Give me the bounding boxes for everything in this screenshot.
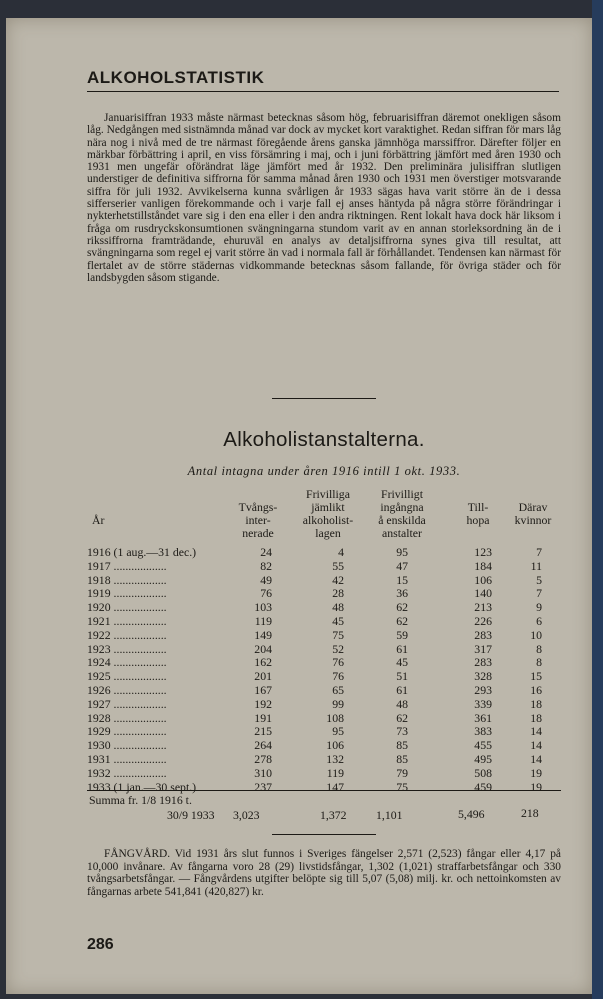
- row-year: 1927 ..................: [87, 696, 167, 711]
- row-total: 317: [474, 641, 492, 656]
- row-vol: 75: [332, 627, 344, 642]
- row-forced: 204: [254, 641, 272, 656]
- summary-voluntary: 1,372: [320, 808, 347, 822]
- row-women: 10: [530, 627, 542, 642]
- summary-forced: 3,023: [233, 808, 260, 822]
- row-women: 8: [536, 655, 542, 670]
- row-forced: 310: [254, 765, 272, 780]
- fangvard-text: FÅNGVÅRD. Vid 1931 års slut funnos i Sveriges fängelser 2,571 (2,523) fångar eller 4,17 på 10,000 invånare. Av fångarna voro 28 (29) livstidsfångar, 1,302 (1,021) straffarbetsfångar och 330 tvångsarbetsfångar. — Fångvårdens utgifter belöpte sig till 5,07 (5,08) milj. kr. och nettoinkomsten av fångarnas arbete 541,841 (420,827) kr.: [87, 848, 561, 898]
- row-priv: 51: [396, 669, 408, 684]
- row-forced: 237: [254, 779, 272, 794]
- col-header-private: Frivilligt ingångna å enskilda anstalter: [378, 487, 426, 540]
- row-year: 1921 ..................: [87, 613, 167, 628]
- row-total: 213: [474, 600, 492, 615]
- row-women: 6: [536, 613, 542, 628]
- row-forced: 162: [254, 655, 272, 670]
- row-year: 1924 ..................: [87, 655, 167, 670]
- row-forced: 103: [254, 600, 272, 615]
- table-row: [87, 711, 561, 725]
- row-total: 495: [474, 751, 492, 766]
- row-vol: 65: [332, 682, 344, 697]
- col-header-voluntary: Frivilliga jämlikt alkoholist- lagen: [302, 487, 354, 540]
- table-row: [87, 628, 561, 642]
- row-total: 459: [474, 779, 492, 794]
- table-row: [87, 766, 561, 780]
- row-priv: 15: [396, 572, 408, 587]
- row-women: 5: [536, 572, 542, 587]
- row-vol: 76: [332, 669, 344, 684]
- row-priv: 85: [396, 751, 408, 766]
- row-forced: 24: [260, 545, 272, 559]
- table-title: Alkoholistanstalterna.: [223, 428, 425, 451]
- row-priv: 79: [396, 765, 408, 780]
- row-priv: 59: [396, 627, 408, 642]
- row-forced: 264: [254, 738, 272, 753]
- row-year: 1918 ..................: [87, 572, 167, 587]
- row-total: 184: [474, 558, 492, 573]
- table-row: [87, 614, 561, 628]
- summary-total: 5,496: [458, 807, 485, 821]
- row-year: 1923 ..................: [87, 641, 167, 656]
- row-forced: 149: [254, 627, 272, 642]
- row-vol: 45: [332, 613, 344, 628]
- table-row: [87, 545, 561, 559]
- page-number: 286: [87, 936, 114, 953]
- row-year: 1922 ..................: [87, 627, 167, 642]
- row-year: 1919 ..................: [87, 586, 167, 601]
- row-total: 226: [474, 613, 492, 628]
- row-women: 14: [530, 751, 542, 766]
- summary-private: 1,101: [376, 808, 403, 822]
- table-row: [87, 697, 561, 711]
- section-header: ALKOHOLSTATISTIK: [87, 68, 559, 92]
- row-forced: 49: [260, 572, 272, 587]
- row-forced: 191: [254, 710, 272, 725]
- row-vol: 76: [332, 655, 344, 670]
- row-year: 1916 (1 aug.—31 dec.): [87, 545, 197, 559]
- row-year: 1932 ..................: [87, 765, 167, 780]
- row-women: 11: [530, 558, 542, 573]
- data-table: [87, 545, 561, 793]
- row-women: 8: [536, 641, 542, 656]
- row-year: 1925 ..................: [87, 669, 167, 684]
- row-year: 1920 ..................: [87, 600, 167, 615]
- table-row: [87, 642, 561, 656]
- table-row: [87, 738, 561, 752]
- row-total: 293: [474, 682, 492, 697]
- summary-rule: [87, 790, 561, 791]
- row-year: 1931 ..................: [87, 751, 167, 766]
- row-women: 16: [530, 682, 542, 697]
- row-forced: 278: [254, 751, 272, 766]
- row-vol: 4: [338, 545, 344, 559]
- row-priv: 36: [396, 586, 408, 601]
- row-women: 14: [530, 724, 542, 739]
- row-priv: 48: [396, 696, 408, 711]
- row-total: 328: [474, 669, 492, 684]
- row-total: 508: [474, 765, 492, 780]
- row-forced: 215: [254, 724, 272, 739]
- row-total: 283: [474, 627, 492, 642]
- row-vol: 99: [332, 696, 344, 711]
- row-priv: 95: [396, 545, 408, 559]
- row-forced: 82: [260, 558, 272, 573]
- row-women: 19: [530, 765, 542, 780]
- fangvard-paragraph: [87, 848, 561, 898]
- row-year: 1933 (1 jan.—30 sept.): [87, 779, 197, 794]
- row-priv: 75: [396, 779, 408, 794]
- row-women: 7: [536, 586, 542, 601]
- row-vol: 147: [326, 779, 344, 794]
- col-header-women: Därav kvinnor: [514, 500, 552, 527]
- row-priv: 61: [396, 641, 408, 656]
- row-forced: 201: [254, 669, 272, 684]
- row-priv: 61: [396, 682, 408, 697]
- row-vol: 119: [326, 765, 344, 780]
- table-row: [87, 724, 561, 738]
- row-total: 455: [474, 738, 492, 753]
- table-row: [87, 752, 561, 766]
- row-total: 106: [474, 572, 492, 587]
- row-year: 1917 ..................: [87, 558, 167, 573]
- divider-bottom: [272, 834, 376, 835]
- row-women: 18: [530, 696, 542, 711]
- row-priv: 45: [396, 655, 408, 670]
- row-priv: 47: [396, 558, 408, 573]
- row-vol: 108: [326, 710, 344, 725]
- row-women: 19: [530, 779, 542, 794]
- row-forced: 192: [254, 696, 272, 711]
- row-vol: 42: [332, 572, 344, 587]
- summary-label-1: Summa fr. 1/8 1916 t.: [89, 793, 192, 807]
- row-total: 361: [474, 710, 492, 725]
- row-vol: 95: [332, 724, 344, 739]
- row-priv: 73: [396, 724, 408, 739]
- table-row: [87, 780, 561, 794]
- row-women: 15: [530, 669, 542, 684]
- row-vol: 106: [326, 738, 344, 753]
- row-women: 7: [536, 545, 542, 559]
- row-forced: 119: [254, 613, 272, 628]
- col-header-total: Till- hopa: [466, 500, 490, 527]
- summary-label-2: 30/9 1933: [167, 808, 215, 822]
- row-vol: 52: [332, 641, 344, 656]
- row-total: 123: [474, 545, 492, 559]
- row-women: 9: [536, 600, 542, 615]
- row-forced: 167: [254, 682, 272, 697]
- row-total: 383: [474, 724, 492, 739]
- row-women: 14: [530, 738, 542, 753]
- row-priv: 62: [396, 710, 408, 725]
- intro-text: Januarisiffran 1933 måste närmast betecknas såsom hög, februarisiffran däremot onekligen såsom låg. Nedgången med sistnämnda månad var dock av mycket kort varaktighet. Redan siffran för mars låg nära nog i nivå med de tre närmast föregående årens ganska jämnhöga marssiffror. Därefter följer en märkbar förbättring i april, en viss försämring i maj, och i juni förbättring jämfört med åren 1930 och 1931 men ungefär oförändrat läge jämfört med år 1932. Den preliminära julisiffran slutligen understiger de definitiva siffrorna för samma månad åren 1930 och 1931 men överstiger motsvarande siffra för juli 1932. Avvikelserna kunna svårligen år 1933 sägas hava varit större än de i dessa sifferserier vanligen förekommande och i varje fall ej anses häntyda på några större förändringar i nykterhetstillståndet vare sig i den ena eller i den andra riktningen. Rent lokalt hava dock här liksom i fråga om rusdryckskonsumtionen svängningarna stundom varit av en annan storleksordning än de i rikssiffrorna framträdande, ehuruväl en analys av detaljsiffrorna synes giva till resultat, att svängningarna som regel ej varit större än vad i normala fall är förhållandet. Tendensen kan närmast för flertalet av de större städernas vidkommande betecknas såsom fallande, för övriga städer och för landsbygden såsom stigande.: [87, 112, 561, 284]
- row-vol: 48: [332, 600, 344, 615]
- row-year: 1928 ..................: [87, 710, 167, 725]
- row-total: 339: [474, 696, 492, 711]
- table-row: [87, 669, 561, 683]
- row-vol: 28: [332, 586, 344, 601]
- row-year: 1930 ..................: [87, 738, 167, 753]
- row-year: 1926 ..................: [87, 682, 167, 697]
- summary-women: 218: [521, 806, 539, 820]
- intro-paragraph: [87, 112, 561, 284]
- table-subtitle: Antal intagna under åren 1916 intill 1 okt. 1933.: [187, 464, 461, 478]
- col-header-forced: Tvångs- inter- nerade: [238, 500, 278, 540]
- row-total: 283: [474, 655, 492, 670]
- row-vol: 55: [332, 558, 344, 573]
- row-priv: 62: [396, 600, 408, 615]
- row-priv: 85: [396, 738, 408, 753]
- table-row: [87, 586, 561, 600]
- row-total: 140: [474, 586, 492, 601]
- row-women: 18: [530, 710, 542, 725]
- book-spine: [592, 0, 603, 999]
- table-row: [87, 559, 561, 573]
- table-row: [87, 573, 561, 587]
- row-vol: 132: [326, 751, 344, 766]
- row-priv: 62: [396, 613, 408, 628]
- col-header-year: År: [92, 513, 105, 527]
- table-row: [87, 600, 561, 614]
- divider-top: [272, 398, 376, 399]
- row-forced: 76: [260, 586, 272, 601]
- table-row: [87, 683, 561, 697]
- table-row: [87, 655, 561, 669]
- row-year: 1929 ..................: [87, 724, 167, 739]
